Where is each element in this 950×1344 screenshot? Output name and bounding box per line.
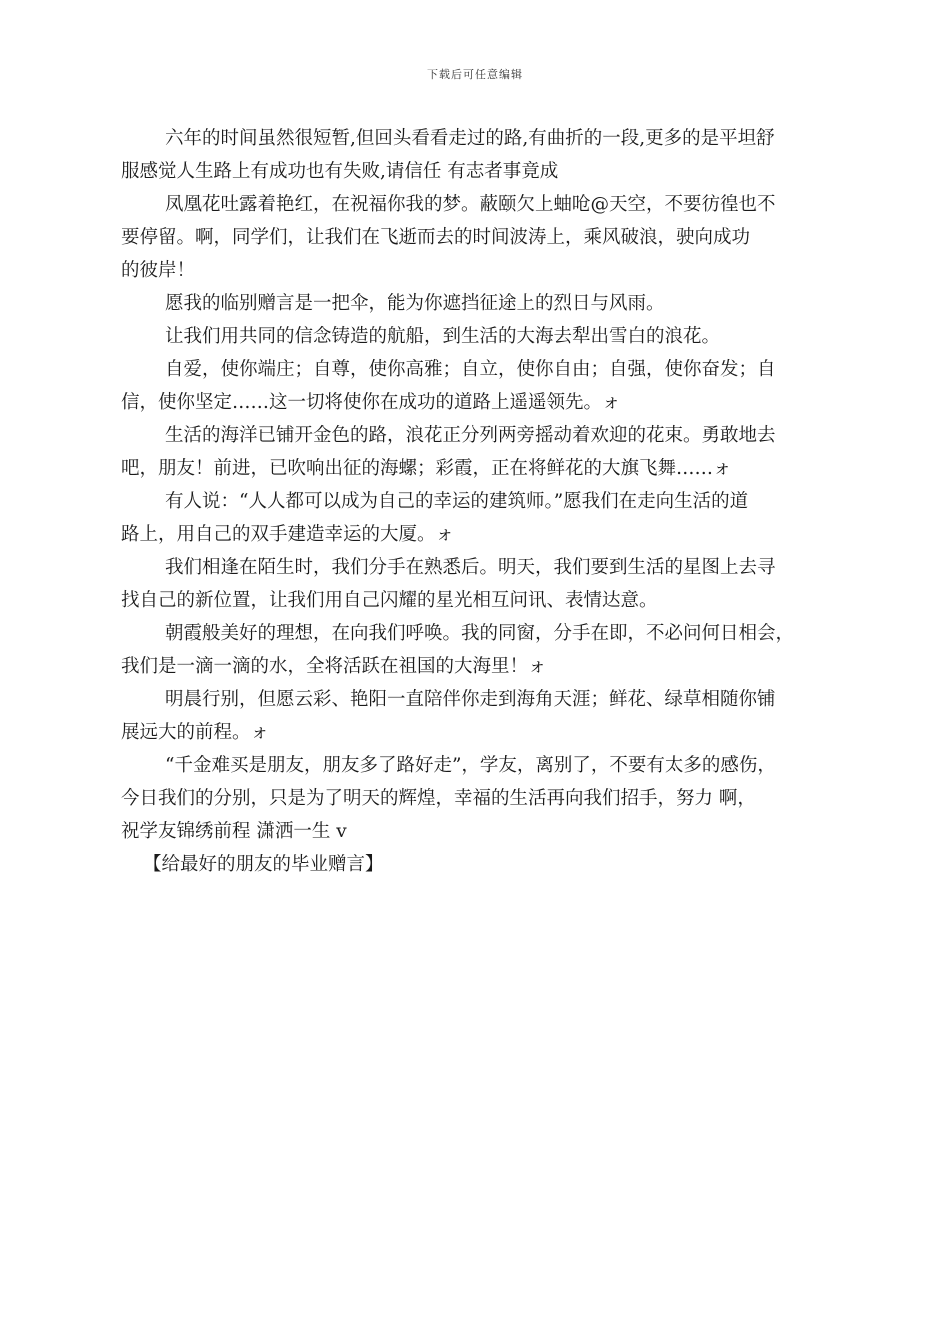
paragraph-line: 服感觉人生路上有成功也有失败,请信任 有志者事竟成 <box>121 161 559 182</box>
paragraph-line: “千金难买是朋友，朋友多了路好走”，学友，离别了，不要有太多的感伤， <box>165 755 776 776</box>
paragraph-line: 生活的海洋已铺开金色的路，浪花正分列两旁摇动着欢迎的花束。勇敢地去 <box>165 425 776 446</box>
paragraph-line: 的彼岸！ <box>121 260 196 281</box>
paragraph-list <box>121 122 823 848</box>
paragraph-line: 朝霞般美好的理想，在向我们呼唤。我的同窗，分手在即，不必问何日相会， <box>165 623 795 644</box>
paragraph-line: 有人说：“人人都可以成为自己的幸运的建筑师。”愿我们在走向生活的道 <box>165 491 749 512</box>
paragraph <box>121 551 823 617</box>
paragraph-line: 明晨行别，但愿云彩、艳阳一直陪伴你走到海角天涯；鲜花、绿草相随你铺 <box>165 689 776 710</box>
section-heading: 【给最好的朋友的毕业赠言】 <box>143 854 384 875</box>
paragraph-line: 愿我的临别赠言是一把伞，能为你遮挡征途上的烈日与风雨。 <box>165 293 665 314</box>
document-body <box>121 122 823 881</box>
paragraph <box>121 485 823 551</box>
paragraph-line: 我们是一滴一滴的水，全将活跃在祖国的大海里！ォ <box>121 656 547 677</box>
paragraph-line: 自爱，使你端庄；自尊，使你高雅；自立，使你自由；自强，使你奋发；自 <box>165 359 776 380</box>
paragraph <box>121 188 823 287</box>
paragraph <box>121 122 823 188</box>
paragraph-line: 我们相逢在陌生时，我们分手在熟悉后。明天，我们要到生活的星图上去寻 <box>165 557 776 578</box>
paragraph <box>121 419 823 485</box>
paragraph <box>143 320 823 353</box>
paragraph-line: 展远大的前程。ォ <box>121 722 270 743</box>
paragraph-line: 找自己的新位置，让我们用自己闪耀的星光相互问讯、表情达意。 <box>121 590 658 611</box>
paragraph-line: 路上，用自己的双手建造幸运的大厦。ォ <box>121 524 455 545</box>
paragraph <box>121 353 823 419</box>
page-header: 下载后可任意编辑 <box>427 68 523 81</box>
paragraph-line: 凤凰花吐露着艳红，在祝福你我的梦。蔽颐欠上蚰呛@天空，不要彷徨也不 <box>165 194 776 215</box>
paragraph-line: 吧，朋友！前进，已吹响出征的海螺；彩霞，正在将鲜花的大旗飞舞……ォ <box>121 458 732 479</box>
paragraph-line: 信，使你坚定……这一切将使你在成功的道路上遥遥领先。ォ <box>121 392 621 413</box>
paragraph <box>121 683 823 749</box>
paragraph <box>143 287 823 320</box>
paragraph-line: 让我们用共同的信念铸造的航船，到生活的大海去犁出雪白的浪花。 <box>165 326 721 347</box>
paragraph <box>121 617 823 683</box>
paragraph-line: 要停留。啊，同学们，让我们在飞逝而去的时间波涛上，乘风破浪，驶向成功 <box>121 227 751 248</box>
paragraph-line: 今日我们的分别，只是为了明天的辉煌，幸福的生活再向我们招手，努力 啊， <box>121 788 756 809</box>
paragraph-line: 祝学友锦绣前程 潇洒一生 v <box>121 821 347 842</box>
paragraph <box>121 749 823 848</box>
paragraph-line: 六年的时间虽然很短暂,但回头看看走过的路,有曲折的一段,更多的是平坦舒 <box>165 128 775 149</box>
